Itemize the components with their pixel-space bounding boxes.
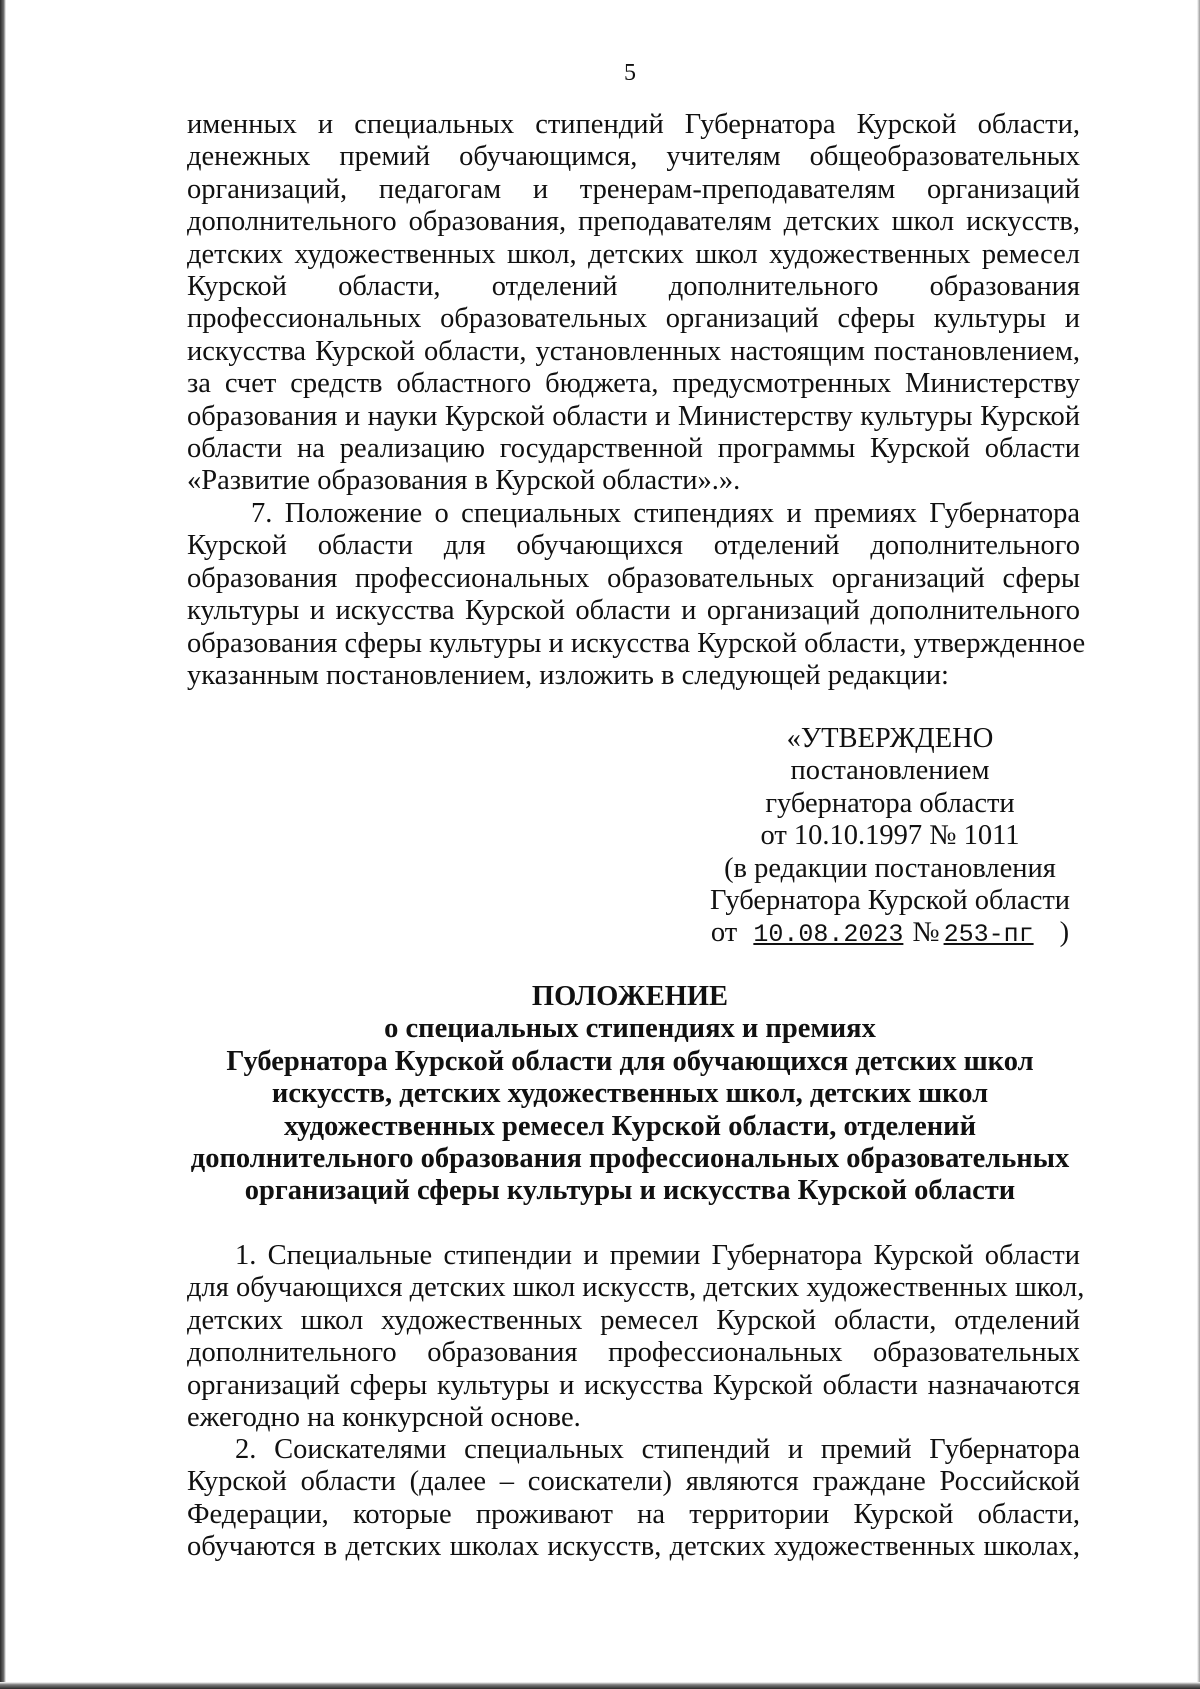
approval-approved: «УТВЕРЖДЕНО — [786, 723, 994, 754]
intro-paragraph — [187, 109, 1080, 498]
text-line: Курской области, отделений дополнительного образования — [187, 271, 1080, 303]
text-line: образования сферы культуры и искусства Курской области, утвержденное — [187, 627, 1086, 659]
date-field: 10.08.2023 — [753, 920, 904, 950]
text-line: указанным постановлением, изложить в следующей редакции: — [187, 660, 949, 692]
approval-date-number-line — [690, 917, 1090, 951]
text-line: обучаются в детских школах искусств, детских художественных школах, — [187, 1531, 1080, 1563]
close-paren: ) — [1059, 917, 1070, 949]
text-line: 1. Специальные стипендии и премии Губернатора Курской области — [235, 1240, 1080, 1271]
approval-by-resolution: постановлением — [790, 755, 990, 787]
text-line: образования профессиональных образовательных организаций сферы — [187, 562, 1080, 594]
text-line: искусства Курской области, установленных настоящим постановлением, — [187, 335, 1080, 367]
text-line: Курской области (далее – соискатели) являются граждане Российской — [187, 1466, 1080, 1498]
heading-line: о специальных стипендиях и премиях — [384, 1013, 876, 1045]
text-line: «Развитие образования в Курской области».». — [187, 465, 741, 497]
item-7-paragraph — [187, 498, 1086, 692]
text-line: образования и науки Курской области и Министерству культуры Курской — [187, 400, 1080, 432]
text-line: детских школ художественных ремесел Курской области, отделений — [187, 1304, 1080, 1336]
scan-edge-left — [0, 0, 6, 1689]
heading-line: искусств, детских художественных школ, детских школ — [271, 1078, 989, 1110]
text-line: для обучающихся детских школ искусств, детских художественных школ, — [187, 1272, 1085, 1304]
text-line: профессиональных образовательных организаций сферы культуры и — [187, 303, 1080, 335]
from-label: от — [710, 917, 738, 949]
text-line: Федерации, которые проживают на территории Курской области, — [187, 1498, 1080, 1530]
approval-block — [690, 723, 1090, 952]
heading-line: Губернатора Курской области для обучающихся детских школ — [226, 1045, 1034, 1077]
document-heading — [150, 981, 1110, 1208]
heading-line: организаций сферы культуры и искусства Курской области — [244, 1175, 1016, 1207]
item-2-paragraph — [187, 1434, 1080, 1564]
page-number: 5 — [624, 60, 636, 86]
text-line: Курской области для обучающихся отделений дополнительного — [187, 530, 1080, 562]
heading-line: художественных ремесел Курской области, отделений — [283, 1110, 977, 1142]
text-line: 2. Соискателями специальных стипендий и премий Губернатора — [235, 1434, 1080, 1465]
text-line: детских художественных школ, детских школ художественных ремесел — [187, 238, 1080, 270]
approval-from-line: от 10.10.1997 № 1011 — [760, 820, 1020, 852]
approval-edition-governor: Губернатора Курской области — [709, 885, 1071, 917]
text-line: области на реализацию государственной программы Курской области — [187, 433, 1080, 465]
text-line: за счет средств областного бюджета, предусмотренных Министерству — [187, 368, 1080, 400]
text-line: дополнительного образования профессиональных образовательных — [187, 1337, 1080, 1369]
heading-title: ПОЛОЖЕНИЕ — [531, 981, 729, 1012]
scan-edge-bottom — [0, 1682, 1200, 1689]
approval-governor: губернатора области — [765, 787, 1015, 819]
text-line: организаций сферы культуры и искусства Курской области назначаются — [187, 1369, 1080, 1401]
text-line: дополнительного образования, преподавателям детских школ искусств, — [187, 206, 1080, 238]
text-line: культуры и искусства Курской области и организаций дополнительного — [187, 595, 1080, 627]
text-line: организаций, педагогам и тренерам-преподавателям организаций — [187, 173, 1080, 205]
text-line: ежегодно на конкурсной основе. — [187, 1402, 581, 1434]
heading-line: дополнительного образования профессиональных образовательных — [190, 1143, 1070, 1175]
text-line: 7. Положение о специальных стипендиях и премиях Губернатора — [251, 498, 1080, 529]
text-line: денежных премий обучающимся, учителям общеобразовательных — [187, 141, 1080, 173]
item-1-paragraph — [187, 1240, 1085, 1434]
text-line: именных и специальных стипендий Губернатора Курской области, — [187, 109, 1080, 140]
approval-edition: (в редакции постановления — [724, 852, 1056, 884]
number-field: 253-пг — [943, 920, 1034, 950]
number-sign: № — [912, 917, 940, 949]
